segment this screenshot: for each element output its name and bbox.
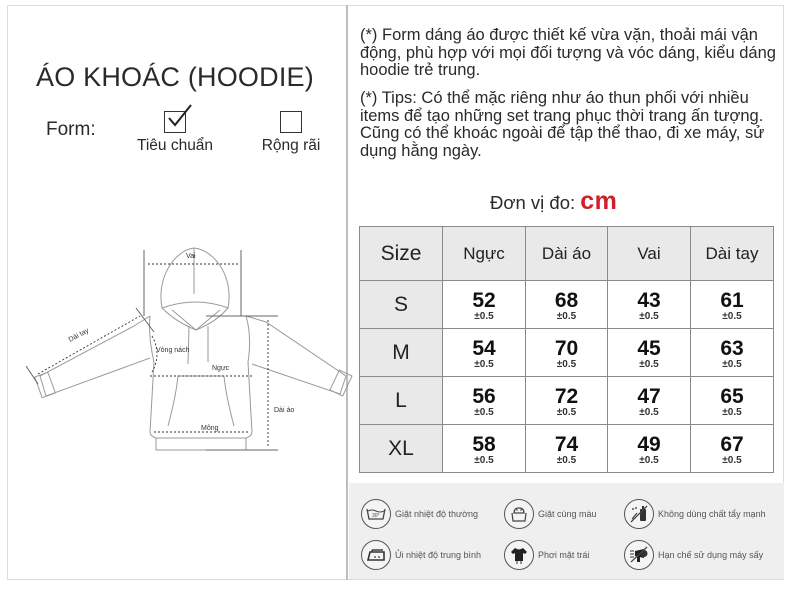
- size-cell: L: [360, 377, 443, 425]
- care-item-wash-same-color: Giặt cùng màu: [504, 499, 597, 529]
- product-title: ÁO KHOÁC (HOODIE): [36, 62, 314, 92]
- no-bleach-icon: [624, 499, 654, 529]
- diagram-label-body-length: Dài áo: [274, 407, 295, 414]
- value-cell: 72 ±0.5: [526, 377, 608, 425]
- care-item-iron-medium: Ủi nhiệt độ trung bình: [361, 540, 481, 570]
- description-paragraph-fit: (*) Form dáng áo được thiết kế vừa vặn, thoải mái vận động, phù hợp với mọi đối tượng và vóc dáng, kiểu dáng hoodie trẻ trung.: [360, 26, 776, 79]
- value-cell: 70 ±0.5: [526, 329, 608, 377]
- size-table-header: [360, 227, 774, 281]
- value-cell: 58 ±0.5: [443, 425, 526, 473]
- value-cell: 52 ±0.5: [443, 281, 526, 329]
- left-panel: [8, 6, 346, 579]
- header-sleeve-length: Dài tay: [691, 227, 774, 281]
- care-instructions: [349, 483, 784, 579]
- value-cell: 47 ±0.5: [608, 377, 691, 425]
- value-cell: 49 ±0.5: [608, 425, 691, 473]
- unit-value: cm: [580, 187, 618, 215]
- header-body-length: Dài áo: [526, 227, 608, 281]
- header-chest: Ngực: [443, 227, 526, 281]
- iron-medium-icon: [361, 540, 391, 570]
- value-cell: 74 ±0.5: [526, 425, 608, 473]
- form-option-loose[interactable]: [255, 111, 327, 155]
- diagram-label-shoulder: Vai: [186, 253, 196, 260]
- diagram-label-armhole: Vòng nách: [156, 347, 190, 354]
- value-cell: 45 ±0.5: [608, 329, 691, 377]
- value-cell: 56 ±0.5: [443, 377, 526, 425]
- table-row: [360, 377, 774, 425]
- table-row: [360, 425, 774, 473]
- size-cell: S: [360, 281, 443, 329]
- wash-same-color-icon: [504, 499, 534, 529]
- form-option-label: Rộng rãi: [261, 137, 321, 154]
- header-shoulder: Vai: [608, 227, 691, 281]
- value-cell: 61 ±0.5: [691, 281, 774, 329]
- svg-text:30°: 30°: [372, 513, 380, 519]
- form-label: Form:: [46, 119, 96, 140]
- value-cell: 65 ±0.5: [691, 377, 774, 425]
- no-dryer-icon: [624, 540, 654, 570]
- diagram-label-hip: Mông: [201, 425, 219, 432]
- size-cell: M: [360, 329, 443, 377]
- value-cell: 54 ±0.5: [443, 329, 526, 377]
- value-cell: 68 ±0.5: [526, 281, 608, 329]
- checkmark-icon: [166, 104, 194, 132]
- care-item-no-bleach: Không dùng chất tẩy mạnh: [624, 499, 766, 529]
- unit-line: [490, 187, 617, 216]
- table-row: [360, 329, 774, 377]
- care-item-wash-normal: 30° Giặt nhiệt độ thường: [361, 499, 478, 529]
- diagram-label-sleeve-length: Dài tay: [67, 327, 91, 344]
- size-cell: XL: [360, 425, 443, 473]
- checkbox-loose[interactable]: [280, 111, 302, 133]
- description-paragraph-tips: (*) Tips: Có thể mặc riêng như áo thun phối với nhiều items để tạo những set trang phục thời trang ấn tượng. Cũng có thể khoác ngoài để tập thể thao, đi xe máy, sử dụng hằng ngày.: [360, 89, 765, 160]
- checkbox-standard[interactable]: [164, 111, 186, 133]
- form-option-label: Tiêu chuẩn: [136, 137, 214, 154]
- wash-30-icon: [361, 499, 391, 529]
- diagram-label-chest: Ngực: [212, 365, 230, 372]
- header-size: Size: [360, 227, 443, 281]
- table-row: [360, 281, 774, 329]
- right-panel: [348, 6, 784, 579]
- unit-label: Đơn vị đo:: [490, 192, 576, 213]
- value-cell: 67 ±0.5: [691, 425, 774, 473]
- value-cell: 43 ±0.5: [608, 281, 691, 329]
- care-item-no-dryer: Hạn chế sử dụng máy sấy: [624, 540, 763, 570]
- size-table: [359, 226, 774, 473]
- hoodie-measurement-diagram: [16, 236, 354, 461]
- value-cell: 63 ±0.5: [691, 329, 774, 377]
- form-option-standard[interactable]: [129, 111, 221, 155]
- care-item-dry-inside-out: Phơi mặt trái: [504, 540, 589, 570]
- dry-inside-out-icon: [504, 540, 534, 570]
